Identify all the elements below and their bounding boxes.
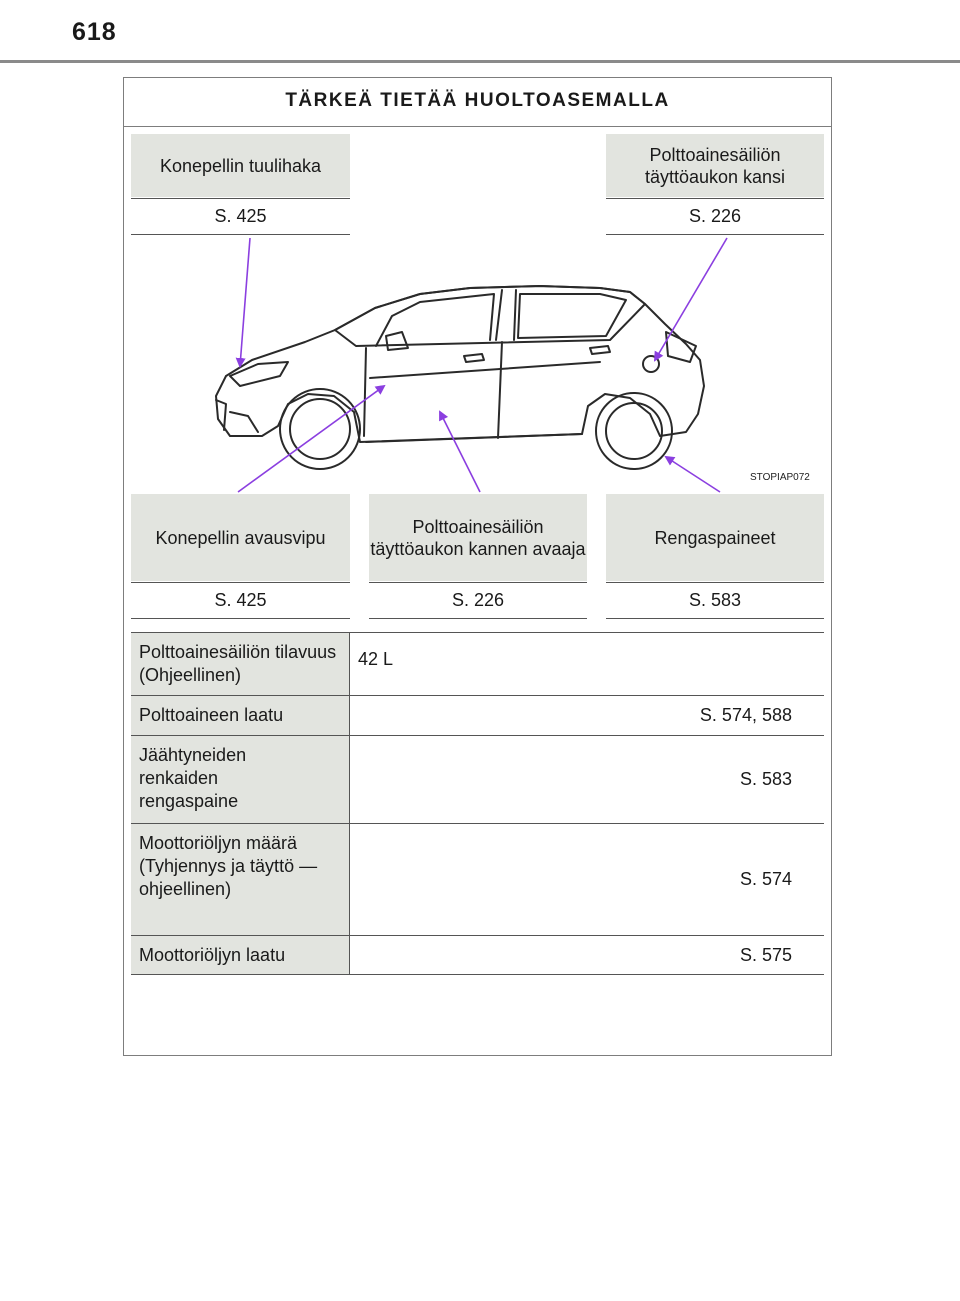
spec-value: 42 L	[358, 649, 394, 669]
callout-hood-release-page[interactable]: S. 425	[131, 582, 350, 619]
spec-label: Moottoriöljyn laatu	[131, 936, 350, 974]
page-number: 618	[72, 18, 117, 46]
spec-row-fuel-capacity	[131, 633, 824, 696]
spec-row-oil-capacity	[131, 824, 824, 936]
callout-tire-pressure-label: Rengaspaineet	[606, 494, 824, 581]
arrow-fuel-door-opener	[440, 412, 480, 492]
arrow-hood-release	[238, 386, 384, 492]
callout-fuel-door-opener-page[interactable]: S. 226	[369, 582, 587, 619]
spec-row-fuel-type	[131, 696, 824, 736]
arrow-tire-pressure	[666, 457, 720, 492]
spec-value[interactable]: S. 575	[739, 944, 792, 965]
header-rule	[0, 60, 960, 63]
spec-label: Moottoriöljyn määrä (Tyhjennys ja täyttö — ohjeellinen)	[131, 824, 350, 935]
spec-value[interactable]: S. 574, 588	[699, 705, 792, 725]
spec-label: Polttoaineen laatu	[131, 696, 350, 735]
spec-label: Jäähtyneiden renkaiden rengaspaine	[131, 736, 350, 823]
car-illustration	[216, 286, 704, 469]
callout-tire-pressure-page[interactable]: S. 583	[606, 582, 824, 619]
callout-fuel-door-page[interactable]: S. 226	[606, 198, 824, 235]
spec-row-oil-type	[131, 936, 824, 975]
arrow-fuel-door	[655, 238, 727, 360]
image-code: STOPIAP072	[750, 472, 810, 483]
callout-hood-support-label: Konepellin tuulihaka	[131, 134, 350, 197]
spec-value[interactable]: S. 574	[739, 869, 792, 889]
callout-hood-support-page[interactable]: S. 425	[131, 198, 350, 235]
arrow-hood-support	[240, 238, 250, 366]
callout-fuel-door-label: Polttoainesäiliön täyttöaukon kansi	[606, 134, 824, 197]
callout-fuel-door-opener-label: Polttoainesäiliön täyttöaukon kannen avaaja	[369, 494, 587, 581]
spec-row-tire-pressure	[131, 736, 824, 824]
spec-label: Polttoainesäiliön tilavuus (Ohjeellinen)	[131, 633, 350, 695]
spec-table	[131, 632, 824, 975]
callout-arrows	[238, 238, 727, 492]
callout-hood-release-label: Konepellin avausvipu	[131, 494, 350, 581]
spec-value[interactable]: S. 583	[739, 769, 792, 789]
car-diagram	[130, 236, 825, 494]
box-title: TÄRKEÄ TIETÄÄ HUOLTOASEMALLA	[124, 78, 831, 127]
